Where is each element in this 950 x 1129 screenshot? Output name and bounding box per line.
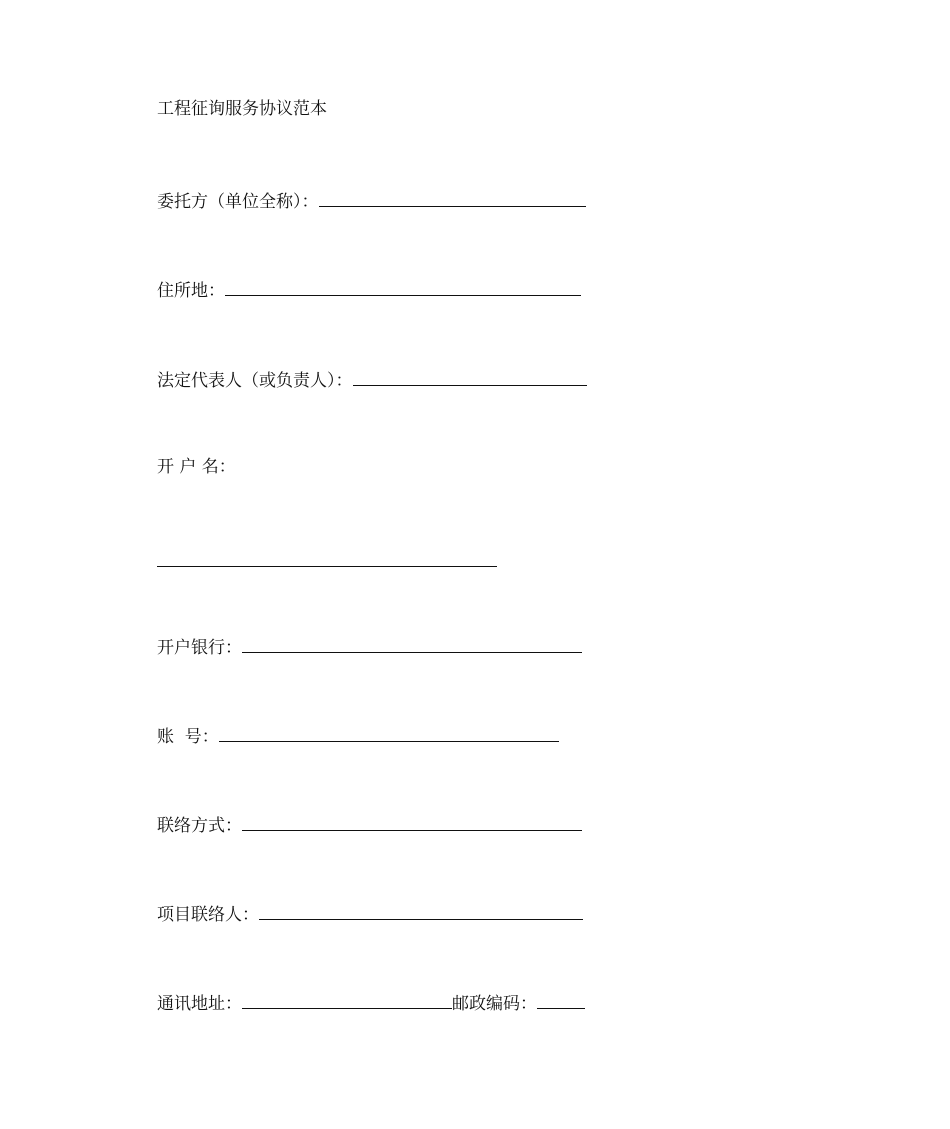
fill-in-blank[interactable] [219,723,559,742]
field-project-contact [157,901,583,926]
field-bank [157,634,582,659]
field-label: 开户银行： [157,638,242,658]
fill-in-blank[interactable] [242,990,452,1009]
field-account-no [157,723,559,748]
fill-in-blank[interactable] [242,634,582,653]
field-label: 委托方（单位全称）： [157,192,319,212]
account-name-blank[interactable] [157,548,497,567]
field-label: 项目联络人： [157,905,259,925]
field-client-name [157,188,586,213]
field-legal-rep [157,367,587,392]
field-label: 联络方式： [157,816,242,836]
field-address [157,277,581,302]
field-label: 住所地： [157,281,225,301]
field-label: 邮政编码： [452,994,537,1014]
field-label: 法定代表人（或负责人）： [157,371,353,391]
fill-in-blank[interactable] [259,901,583,920]
fill-in-blank[interactable] [353,367,587,386]
field-label: 通讯地址： [157,994,242,1014]
fill-in-blank[interactable] [537,990,585,1009]
field-account-name [157,456,236,478]
field-label: 开 户 名： [157,457,236,477]
fill-in-blank[interactable] [225,277,581,296]
fill-in-blank[interactable] [242,812,582,831]
fill-in-blank[interactable] [319,188,586,207]
document-title: 工程征询服务协议范本 [157,99,327,119]
field-label: 账 号： [157,727,219,747]
field-mail-and-postal [157,990,585,1015]
field-contact [157,812,582,837]
